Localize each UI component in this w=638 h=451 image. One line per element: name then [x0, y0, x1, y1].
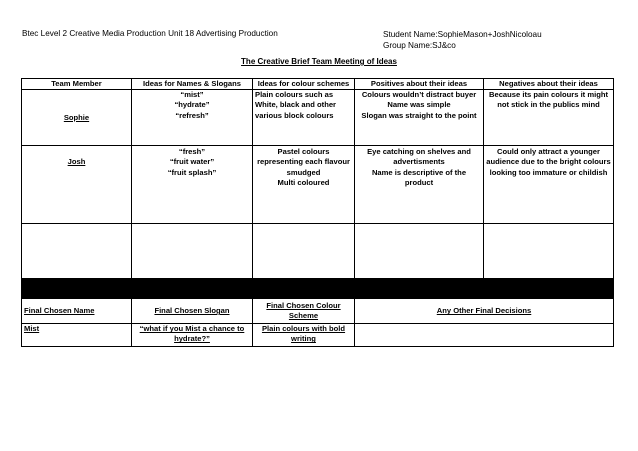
- header-positives: Positives about their ideas: [355, 79, 484, 90]
- name-idea: “fruit splash”: [167, 167, 217, 177]
- member-cell: [22, 146, 132, 224]
- empty-row: [22, 224, 614, 279]
- name-idea: “fruit water”: [169, 157, 215, 167]
- final-other-header: Any Other Final Decisions: [355, 299, 614, 324]
- black-divider: [22, 279, 614, 299]
- empty-cell: [132, 224, 253, 279]
- colour-idea: Plain colours such as: [255, 90, 334, 100]
- table-header-row: [22, 79, 614, 90]
- empty-cell: [484, 224, 614, 279]
- document-title: The Creative Brief Team Meeting of Ideas: [241, 57, 397, 66]
- negative-point: looking too immature or childish: [489, 167, 608, 177]
- final-slogan-value: [132, 324, 253, 347]
- names-cell: [132, 146, 253, 224]
- final-colour-header: [253, 299, 355, 324]
- negative-point: not stick in the publics mind: [497, 100, 600, 110]
- final-colour-header-line: Final Chosen Colour: [266, 301, 341, 310]
- colours-cell: [253, 146, 355, 224]
- positive-point: Name was simple: [387, 100, 451, 110]
- colour-idea: smudged: [286, 167, 321, 177]
- colour-idea: Multi coloured: [277, 177, 330, 187]
- colour-idea: various block colours: [255, 110, 334, 120]
- table-row: [22, 90, 614, 146]
- names-cell: [132, 90, 253, 146]
- final-colour-header-line: Scheme: [288, 311, 319, 321]
- header-team-member: Team Member: [22, 79, 132, 90]
- positives-cell: [355, 146, 484, 224]
- final-other-value: [355, 324, 614, 347]
- final-slogan-header: Final Chosen Slogan: [132, 299, 253, 324]
- member-name: Sophie: [63, 112, 90, 122]
- member-cell: [22, 90, 132, 146]
- colour-idea: White, black and other: [255, 100, 337, 110]
- black-divider-row: [22, 279, 614, 299]
- negative-point: audience due to the bright colours: [486, 157, 611, 167]
- negative-point: Could only attract a younger: [497, 147, 600, 157]
- member-name: Josh: [67, 157, 86, 167]
- positive-point: Name is descriptive of the product: [371, 167, 467, 187]
- group-name: Group Name:SJ&co: [383, 41, 456, 50]
- positive-point: Colours wouldn’t distract buyer: [361, 90, 477, 100]
- final-colour-value: [253, 324, 355, 347]
- name-idea: “hydrate”: [174, 100, 210, 110]
- student-name: Student Name:SophieMason+JoshNicoloau: [383, 30, 542, 39]
- negatives-cell: [484, 146, 614, 224]
- final-name-value: Mist: [22, 324, 132, 347]
- table-row: [22, 146, 614, 224]
- colour-idea: Pastel colours: [277, 147, 330, 157]
- empty-cell: [22, 224, 132, 279]
- negative-point: Because its pain colours it might: [489, 90, 608, 100]
- negatives-cell: [484, 90, 614, 146]
- student-info: [383, 29, 542, 51]
- course-title: Btec Level 2 Creative Media Production Unit 18 Advertising Production: [22, 29, 278, 38]
- name-idea: “refresh”: [175, 110, 209, 120]
- final-values-row: [22, 324, 614, 347]
- name-idea: “fresh”: [178, 147, 206, 157]
- empty-cell: [355, 224, 484, 279]
- final-slogan-line: hydrate?”: [174, 334, 210, 344]
- final-colour-line: Plain colours with bold: [261, 324, 346, 334]
- empty-cell: [253, 224, 355, 279]
- header-colour-schemes: Ideas for colour schemes: [253, 79, 355, 90]
- final-colour-line: writing: [291, 334, 316, 344]
- header-negatives: Negatives about their ideas: [484, 79, 614, 90]
- final-header-row: [22, 299, 614, 324]
- name-idea: “mist”: [180, 90, 204, 100]
- final-name-header: Final Chosen Name: [22, 299, 132, 324]
- header-names-slogans: Ideas for Names & Slogans: [132, 79, 253, 90]
- colour-idea: representing each flavour: [257, 157, 350, 167]
- positives-cell: [355, 90, 484, 146]
- positive-point: advertisments: [393, 157, 445, 167]
- creative-brief-table: [21, 78, 614, 347]
- positive-point: Slogan was straight to the point: [361, 110, 477, 120]
- final-slogan-line: “what if you Mist a chance to: [139, 324, 245, 334]
- positive-point: Eye catching on shelves and: [367, 147, 471, 157]
- colours-cell: [253, 90, 355, 146]
